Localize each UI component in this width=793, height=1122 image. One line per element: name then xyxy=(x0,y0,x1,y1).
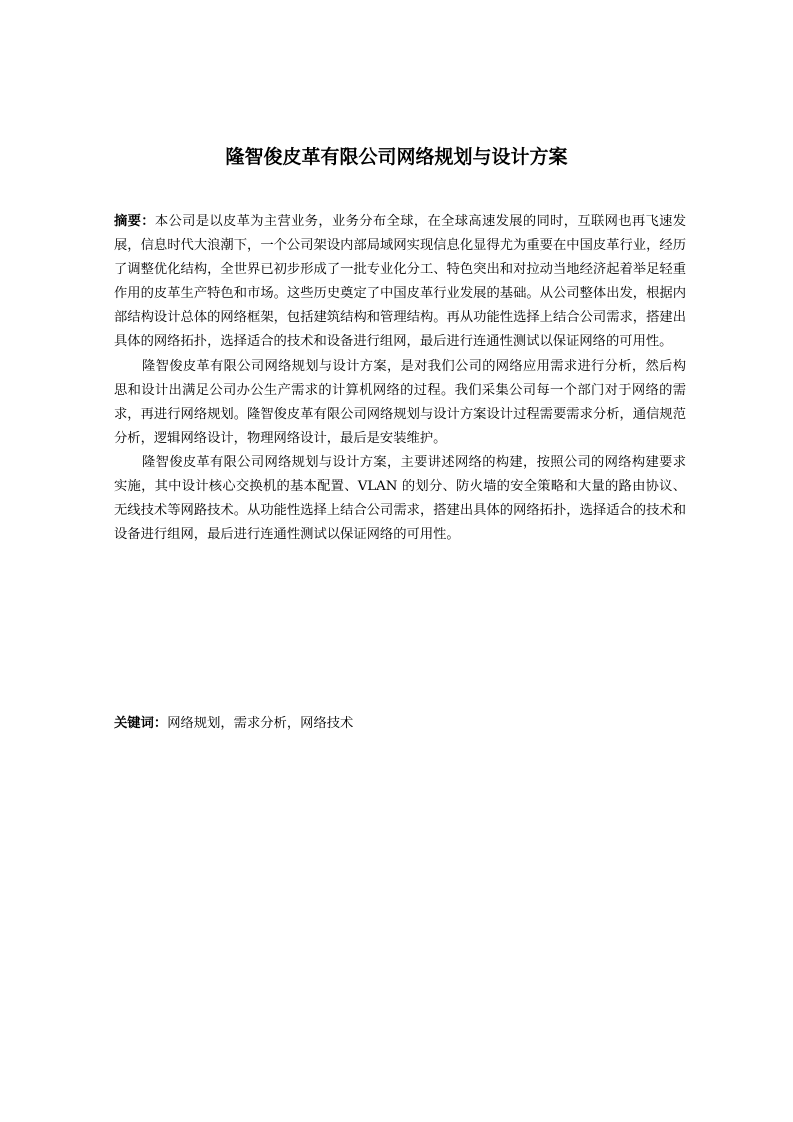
body-paragraph-2: 隆智俊皮革有限公司网络规划与设计方案，是对我们公司的网络应用需求进行分析，然后构思和设计出满足公司办公生产需求的计算机网络的过程。我们采集公司每一个部门对于网络的需求，再进行网络规划。隆智俊皮革有限公司网络规划与设计方案设计过程需要需求分析，通信规范分析，逻辑网络设计，物理网络设计，最后是安装维护。 xyxy=(114,358,686,446)
body-paragraph-3: 隆智俊皮革有限公司网络规划与设计方案，主要讲述网络的构建，按照公司的网络构建要求实施，其中设计核心交换机的基本配置、VLAN 的划分、防火墙的安全策略和大量的路由协议、无线技术等网路技术。从功能性选择上结合公司需求，搭建出具体的网络拓扑，选择适合的技术和设备进行组网，最后进行连通性测试以保证网络的可用性。 xyxy=(114,454,686,543)
keywords-text: 网络规划，需求分析，网络技术 xyxy=(167,716,354,731)
abstract-paragraph xyxy=(114,210,686,355)
keywords-line xyxy=(114,712,686,736)
abstract-label: 摘要： xyxy=(114,214,155,229)
keywords-label: 关键词： xyxy=(114,716,168,731)
document-title: 隆智俊皮革有限公司网络规划与设计方案 xyxy=(225,146,568,168)
abstract-text: 本公司是以皮革为主营业务，业务分布全球，在全球高速发展的同时，互联网也再飞速发展，信息时代大浪潮下，一个公司架设内部局域网实现信息化显得尤为重要在中国皮革行业，经历了调整优化结构，全世界已初步形成了一批专业化分工、特色突出和对拉动当地经济起着举足轻重作用的皮革生产特色和市场。这些历史奠定了中国皮革行业发展的基础。从公司整体出发，根据内部结构设计总体的网络框架，包括建筑结构和管理结构。再从功能性选择上结合公司需求，搭建出具体的网络拓扑，选择适合的技术和设备进行组网，最后进行连通性测试以保证网络的可用性。 xyxy=(114,214,687,350)
abstract-section xyxy=(114,210,686,547)
